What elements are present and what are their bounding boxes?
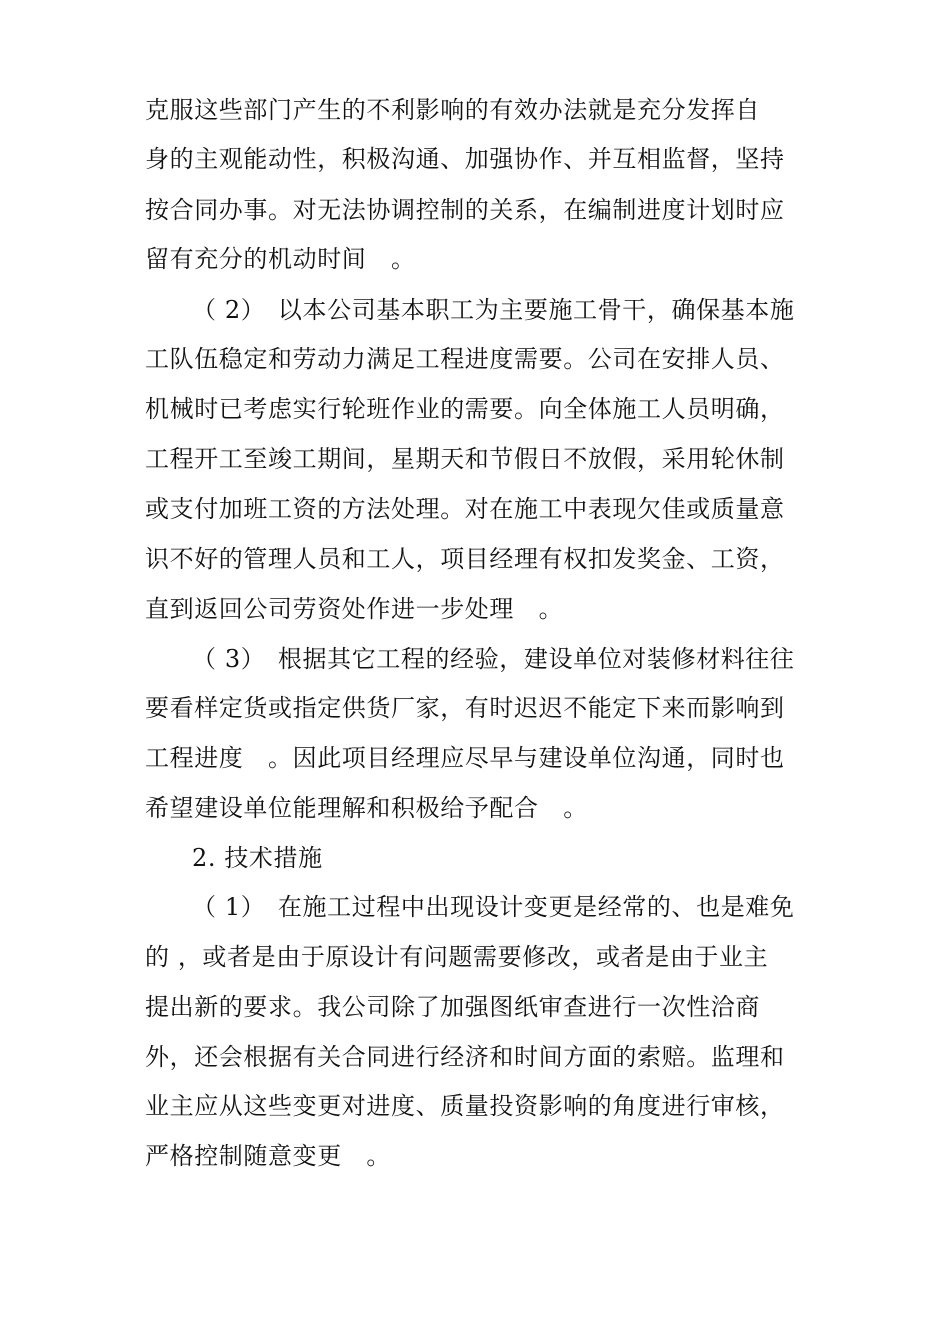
text-line: 工程进度 。因此项目经理应尽早与建设单位沟通，同时也 bbox=[145, 744, 785, 772]
paragraph-start-line: （ 3） 根据其它工程的经验，建设单位对装修材料往往 bbox=[192, 645, 795, 673]
text-line: 身的主观能动性，积极沟通、加强协作、并互相监督，坚持 bbox=[145, 145, 785, 173]
text-line: 按合同办事。对无法协调控制的关系，在编制进度计划时应 bbox=[145, 196, 785, 224]
text-line: 的 ，或者是由于原设计有问题需要修改，或者是由于业主 bbox=[145, 943, 769, 971]
text-line: 工程开工至竣工期间，星期天和节假日不放假，采用轮休制 bbox=[145, 445, 785, 473]
text-line: 工队伍稳定和劳动力满足工程进度需要。公司在安排人员、 bbox=[145, 345, 785, 373]
text-line: 要看样定货或指定供货厂家，有时迟迟不能定下来而影响到 bbox=[145, 694, 785, 722]
text-line: 外，还会根据有关合同进行经济和时间方面的索赔。监理和 bbox=[145, 1043, 785, 1071]
paragraph-start-line: （ 1） 在施工过程中出现设计变更是经常的、也是难免 bbox=[192, 893, 795, 921]
text-line: 业主应从这些变更对进度、质量投资影响的角度进行审核， bbox=[145, 1092, 785, 1120]
text-line: 严格控制随意变更 。 bbox=[145, 1142, 391, 1170]
text-line: 机械时已考虑实行轮班作业的需要。向全体施工人员明确， bbox=[145, 395, 785, 423]
text-line: 希望建设单位能理解和积极给予配合 。 bbox=[145, 794, 588, 822]
paragraph-start-line: （ 2） 以本公司基本职工为主要施工骨干，确保基本施 bbox=[192, 296, 795, 324]
text-line: 或支付加班工资的方法处理。对在施工中表现欠佳或质量意 bbox=[145, 495, 785, 523]
text-line: 识不好的管理人员和工人，项目经理有权扣发奖金、工资， bbox=[145, 545, 785, 573]
section-heading: 2. 技术措施 bbox=[192, 844, 323, 872]
text-line: 提出新的要求。我公司除了加强图纸审查进行一次性洽商 bbox=[145, 993, 760, 1021]
text-line: 直到返回公司劳资处作进一步处理 。 bbox=[145, 595, 564, 623]
text-line: 克服这些部门产生的不利影响的有效办法就是充分发挥自 bbox=[145, 96, 760, 124]
text-line: 留有充分的机动时间 。 bbox=[145, 245, 416, 273]
